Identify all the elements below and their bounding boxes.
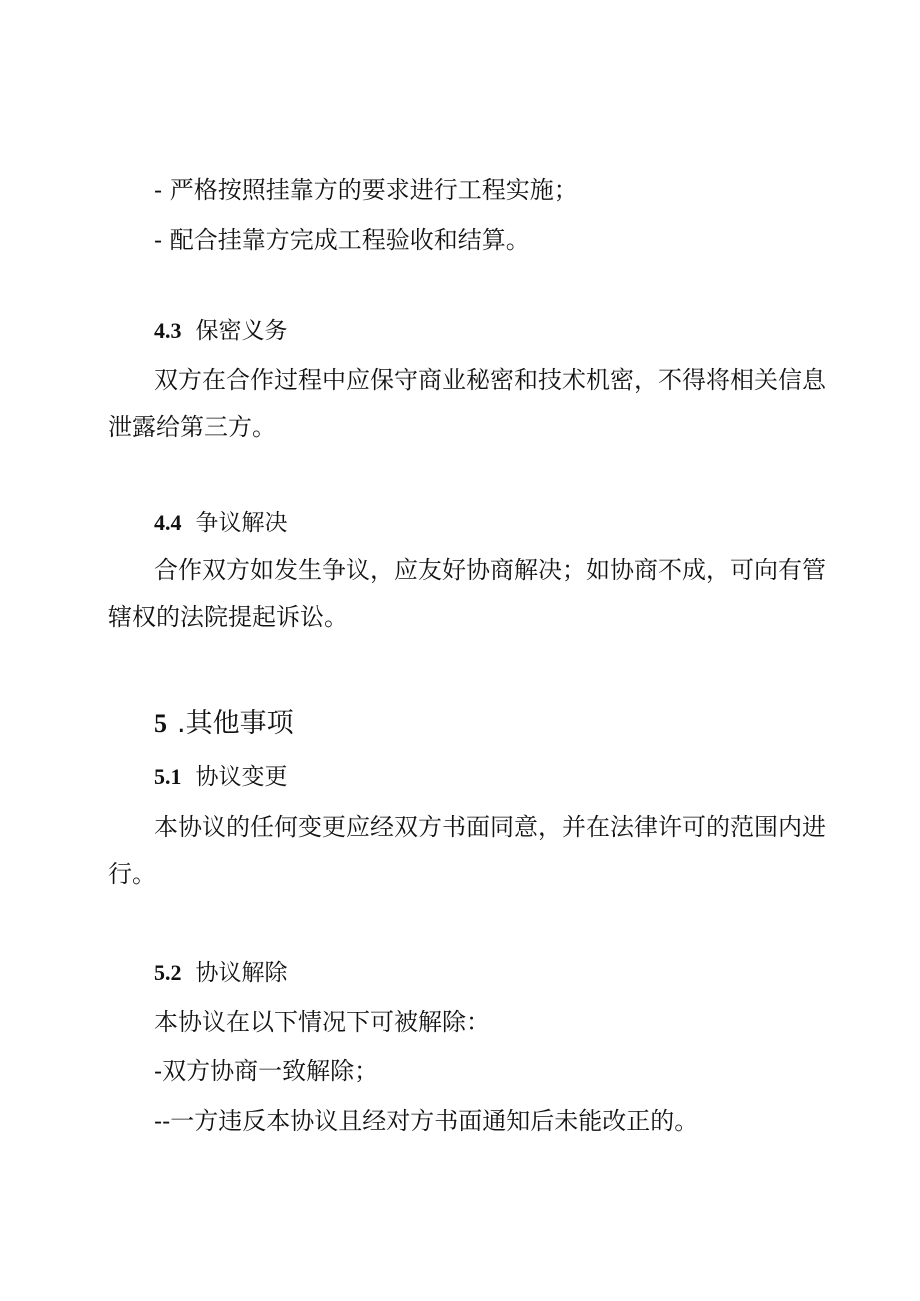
paragraph-line: 合作双方如发生争议，应友好协商解决；如协商不成，可向有管 — [154, 556, 826, 584]
section-number: 4.3 — [154, 318, 182, 343]
section-heading — [154, 316, 288, 345]
list-item: --一方违反本协议且经对方书面通知后未能改正的。 — [154, 1107, 699, 1135]
section-heading — [154, 958, 288, 987]
paragraph-line: 泄露给第三方。 — [108, 413, 276, 441]
chapter-number: 5 — [154, 709, 167, 738]
section-title: 协议解除 — [195, 960, 288, 986]
paragraph-line: 辖权的法院提起诉讼。 — [108, 603, 348, 631]
list-item: - 配合挂靠方完成工程验收和结算。 — [154, 226, 530, 254]
paragraph-line: 双方在合作过程中应保守商业秘密和技术机密，不得将相关信息 — [154, 366, 826, 394]
section-title: 保密义务 — [195, 318, 288, 344]
section-number: 5.2 — [154, 960, 182, 985]
section-heading — [154, 508, 288, 537]
section-title: 协议变更 — [195, 764, 288, 790]
section-heading — [154, 762, 288, 791]
paragraph-line: 本协议的任何变更应经双方书面同意，并在法律许可的范围内进 — [154, 813, 826, 841]
section-number: 4.4 — [154, 510, 182, 535]
section-title: 争议解决 — [195, 510, 288, 536]
list-item: -双方协商一致解除； — [154, 1057, 379, 1085]
chapter-title: .其他事项 — [177, 708, 294, 739]
list-item: - 严格按照挂靠方的要求进行工程实施； — [154, 176, 578, 204]
chapter-heading — [154, 707, 294, 740]
paragraph-line: 本协议在以下情况下可被解除： — [154, 1008, 490, 1036]
section-number: 5.1 — [154, 764, 182, 789]
paragraph-line: 行。 — [108, 860, 156, 888]
